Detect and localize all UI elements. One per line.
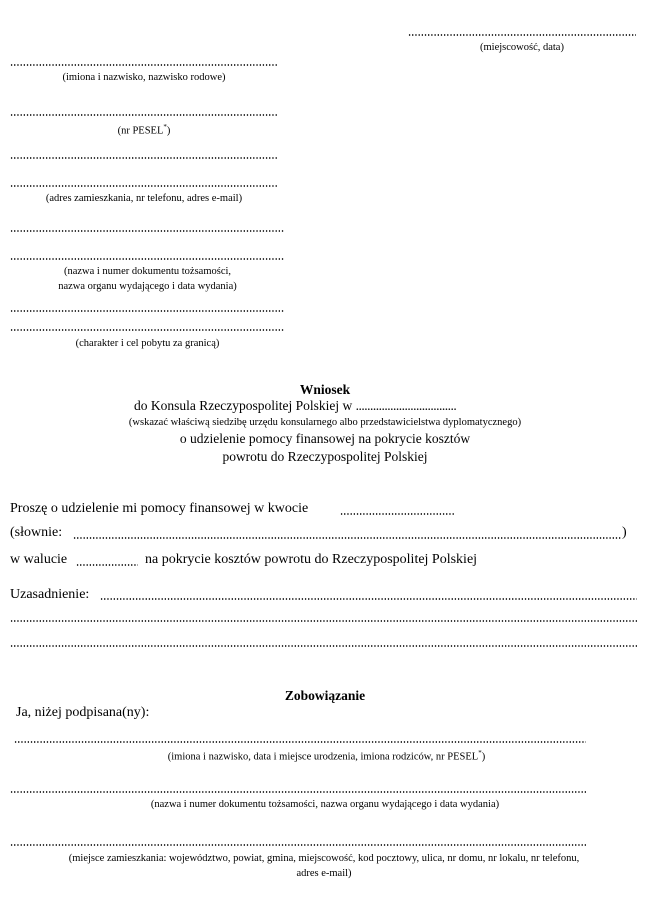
currency-field[interactable] (76, 564, 138, 566)
commitment-pesel-footnote-mark: * (478, 749, 482, 757)
commitment-document-line[interactable] (10, 791, 586, 793)
justification-line-3[interactable] (10, 645, 637, 647)
consul-location-field[interactable]: ................................... (355, 398, 457, 413)
address-line-1[interactable] (10, 157, 278, 159)
request-instruction: (wskazać właściwą siedzibę urzędu konsularnego albo przedstawicielstwa dyplomatycznego) (128, 417, 522, 428)
commitment-caption-3-1: (miejsce zamieszkania: województwo, powiat, gmina, miejscowość, kod pocztowy, ulica, nr domu, nr lokalu, nr telefonu, (68, 853, 580, 864)
document-caption-1: (nazwa i numer dokumentu tożsamości, (63, 266, 232, 277)
request-consul-line: do Konsula Rzeczypospolitej Polskiej w ................................... (134, 398, 457, 413)
commitment-residence-line[interactable] (10, 844, 586, 846)
justification-label: Uzasadnienie: (10, 587, 90, 602)
words-close: ) (622, 525, 627, 540)
commitment-caption-1: (imiona i nazwisko, data i miejsce urodzenia, imiona rodziców, nr PESEL*) (167, 749, 486, 763)
pesel-caption: (nr PESEL*) (117, 123, 171, 137)
address-caption: (adres zamieszkania, nr telefonu, adres e-mail) (45, 193, 243, 204)
document-caption-2: nazwa organu wydającego i data wydania) (58, 281, 237, 292)
document-line-2[interactable] (10, 258, 285, 260)
commitment-caption-3-2: adres e-mail) (296, 868, 352, 879)
stay-line-1[interactable] (10, 310, 285, 312)
name-line[interactable] (10, 64, 278, 66)
place-date-caption: (miejscowość, data) (480, 42, 564, 53)
document-line-1[interactable] (10, 230, 285, 232)
justification-line-1[interactable] (100, 598, 637, 600)
address-line-2[interactable] (10, 185, 278, 187)
commitment-title: Zobowiązanie (284, 688, 366, 703)
pesel-line[interactable] (10, 114, 278, 116)
words-field[interactable] (73, 537, 621, 539)
pesel-footnote-mark: * (163, 123, 167, 131)
stay-line-2[interactable] (10, 329, 285, 331)
commitment-caption-2: (nazwa i numer dokumentu tożsamości, nazwa organu wydającego i data wydania) (150, 799, 500, 810)
name-caption: (imiona i nazwisko, nazwisko rodowe) (62, 72, 226, 83)
currency-rest: na pokrycie kosztów powrotu do Rzeczypospolitej Polskiej (145, 552, 478, 567)
commitment-intro: Ja, niżej podpisana(ny): (16, 705, 150, 720)
currency-label: w walucie (10, 552, 68, 567)
request-subject-line-1: o udzielenie pomocy finansowej na pokrycie kosztów (179, 431, 471, 446)
request-title: Wniosek (299, 382, 351, 397)
request-subject-line-2: powrotu do Rzeczypospolitej Polskiej (222, 449, 428, 464)
amount-label: Proszę o udzielenie mi pomocy finansowej w kwocie (10, 501, 309, 516)
stay-caption: (charakter i cel pobytu za granicą) (75, 338, 220, 349)
place-date-line[interactable] (408, 34, 636, 36)
words-label: (słownie: (10, 525, 63, 540)
commitment-person-line[interactable] (14, 741, 586, 743)
justification-line-2[interactable] (10, 620, 637, 622)
amount-field[interactable] (340, 513, 455, 515)
